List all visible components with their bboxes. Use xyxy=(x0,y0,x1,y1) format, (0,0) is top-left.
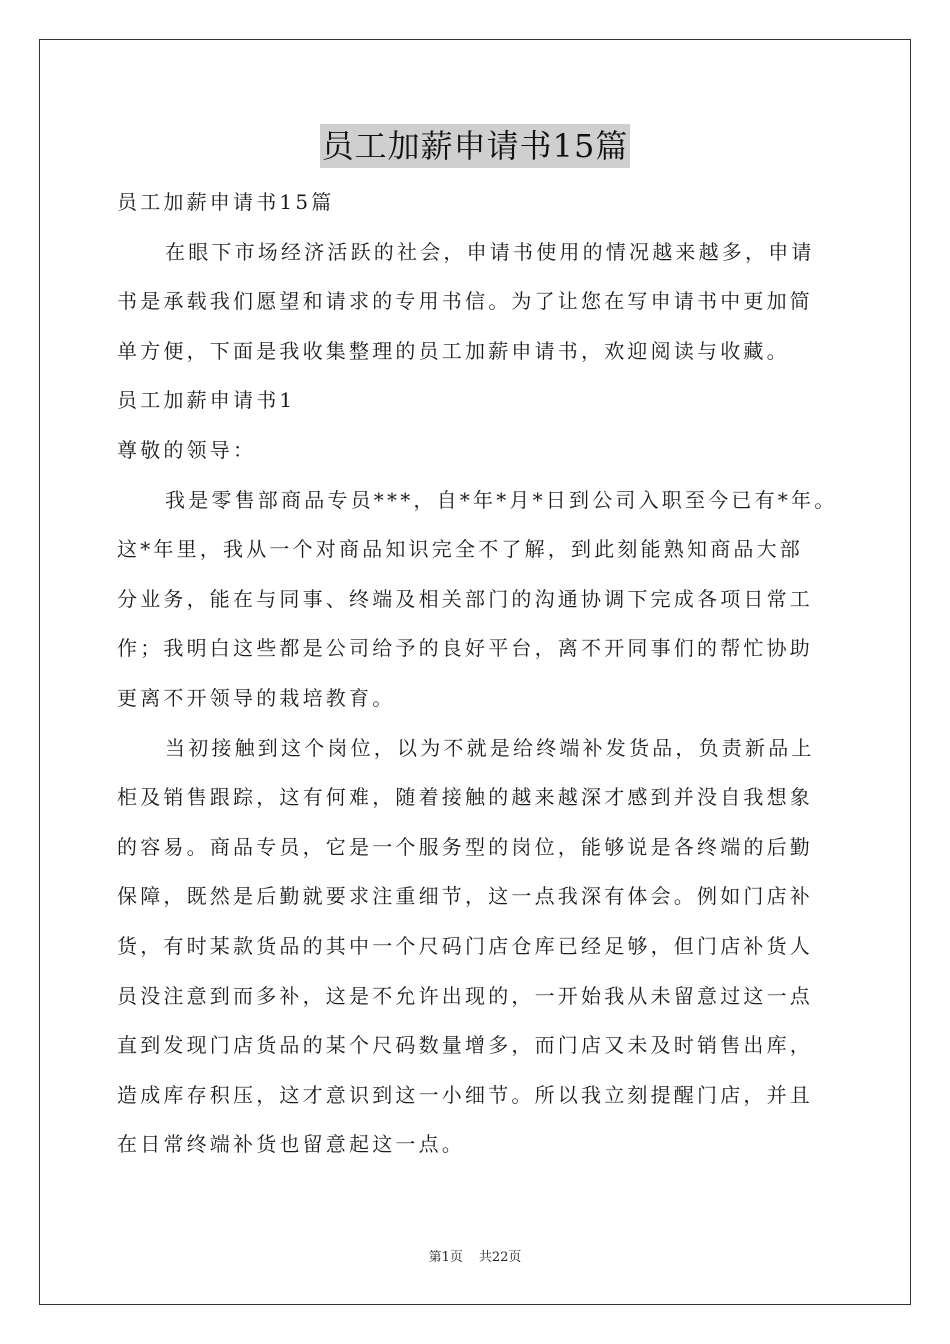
body-line: 分业务，能在与同事、终端及相关部门的沟通协调下完成各项日常工 xyxy=(117,586,813,611)
document-title-text: 员工加薪申请书15篇 xyxy=(320,124,631,168)
body-line: 造成库存积压，这才意识到这一小细节。所以我立刻提醒门店，并且 xyxy=(117,1082,813,1107)
body-line: 作；我明白这些都是公司给予的良好平台，离不开同事们的帮忙协助 xyxy=(117,636,813,661)
body-line: 员没注意到而多补，这是不允许出现的，一开始我从未留意过这一点 xyxy=(117,983,813,1008)
salutation: 尊敬的领导： xyxy=(117,437,257,462)
body-line: 在日常终端补货也留意起这一点。 xyxy=(117,1132,465,1157)
body-line: 柜及销售跟踪，这有何难，随着接触的越来越深才感到并没自我想象 xyxy=(117,785,813,810)
section-heading: 员工加薪申请书1 xyxy=(117,388,296,413)
page-total: 共22页 xyxy=(478,1250,522,1265)
intro-line: 在眼下市场经济活跃的社会，申请书使用的情况越来越多，申请 xyxy=(165,239,815,264)
body-line: 的容易。商品专员，它是一个服务型的岗位，能够说是各终端的后勤 xyxy=(117,834,813,859)
body-line: 货，有时某款货品的其中一个尺码门店仓库已经足够，但门店补货人 xyxy=(117,933,813,958)
body-line: 我是零售部商品专员***，自*年*月*日到公司入职至今已有*年。 xyxy=(165,487,838,512)
document-title xyxy=(0,124,950,168)
body-line: 保障，既然是后勤就要求注重细节，这一点我深有体会。例如门店补 xyxy=(117,884,813,909)
document-body xyxy=(117,178,839,1170)
page-number: 第1页 xyxy=(428,1250,463,1265)
body-line: 当初接触到这个岗位，以为不就是给终端补发货品，负责新品上 xyxy=(165,735,815,760)
body-line: 更离不开领导的栽培教育。 xyxy=(117,685,396,710)
intro-line: 单方便，下面是我收集整理的员工加薪申请书，欢迎阅读与收藏。 xyxy=(117,338,790,363)
subtitle-line: 员工加薪申请书15篇 xyxy=(117,190,335,214)
body-line: 这*年里，我从一个对商品知识完全不了解，到此刻能熟知商品大部 xyxy=(117,537,803,562)
body-line: 直到发现门店货品的某个尺码数量增多，而门店又未及时销售出库， xyxy=(117,1033,813,1058)
intro-line: 书是承载我们愿望和请求的专用书信。为了让您在写申请书中更加简 xyxy=(117,289,813,314)
page-footer xyxy=(0,1246,950,1265)
